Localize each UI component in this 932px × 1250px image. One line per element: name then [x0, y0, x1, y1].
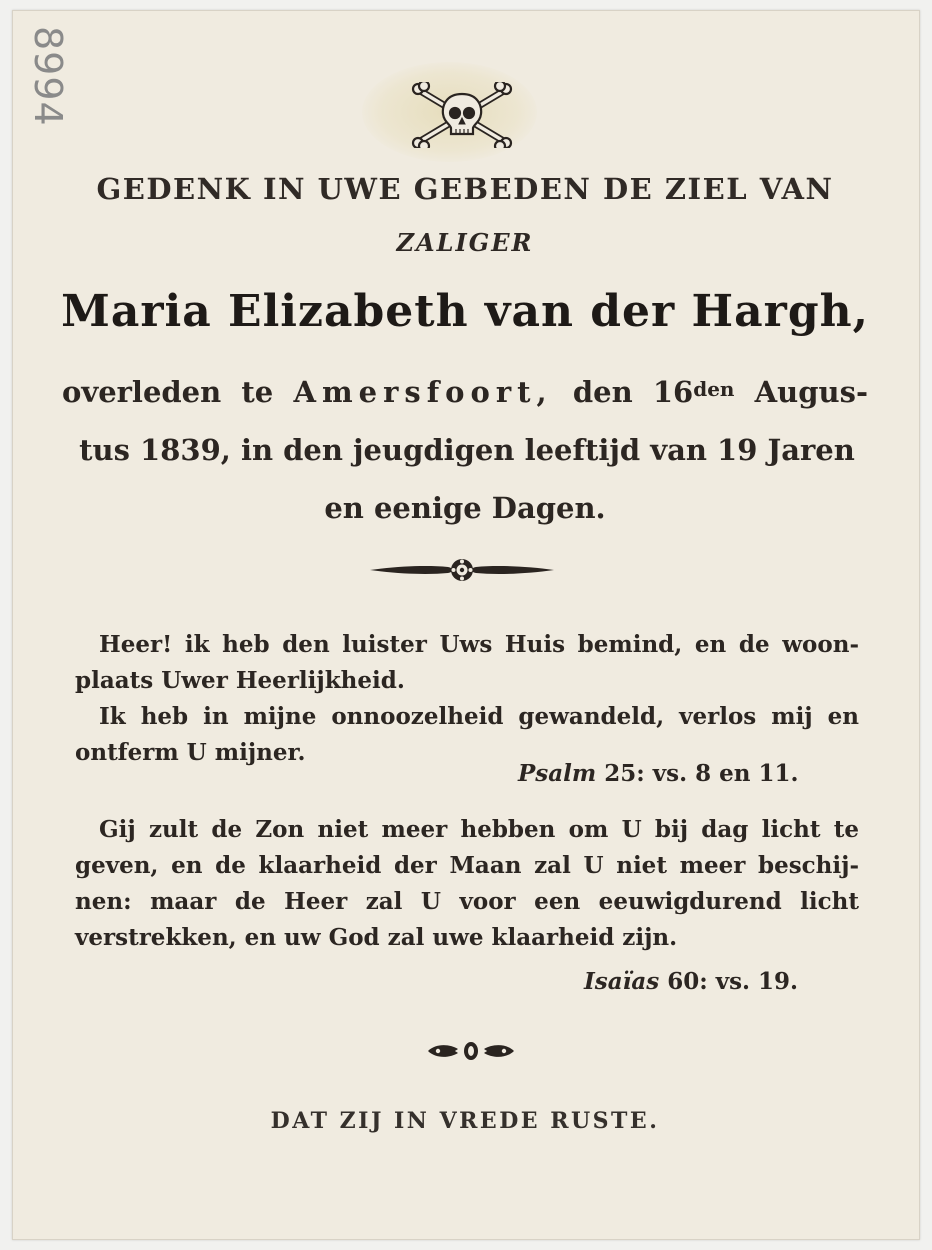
death-text-part: overleden te: [62, 375, 274, 409]
prayer-heading: GEDENK IN UWE GEBEDEN DE ZIEL VAN: [96, 172, 834, 206]
death-date: den 16: [572, 375, 694, 409]
handwritten-catalog-number: 8994: [26, 26, 70, 127]
death-place: Amersfoort,: [293, 375, 553, 409]
death-notice-line-3: en eenige Dagen.: [324, 491, 606, 525]
psalm-line-3: Ik heb in mijne onnoozelheid gewandeld, verlos mij en: [99, 703, 859, 730]
isaiah-verse: [75, 812, 859, 956]
deceased-name: Maria Elizabeth van der Hargh,: [61, 286, 869, 337]
psalm-line-4: ontferm U mijner.: [75, 739, 306, 766]
small-ornament-icon: [426, 1040, 516, 1062]
closing-line: DAT ZIJ IN VREDE RUSTE.: [270, 1108, 660, 1134]
psalm-book: Psalm: [518, 760, 597, 787]
isaiah-line-2: geven, en de klaarheid der Maan zal U niet meer beschij-: [75, 852, 859, 879]
isaiah-reference: [584, 968, 798, 995]
death-notice: [62, 360, 868, 537]
death-notice-line-1: [62, 360, 868, 421]
psalm-verse: [75, 627, 859, 771]
death-month: Augus-: [754, 375, 868, 409]
isaiah-line-1: Gij zult de Zon niet meer hebben om U bij dag licht te: [99, 816, 859, 843]
subheading: ZALIGER: [396, 228, 534, 257]
psalm-line-1: Heer! ik heb den luister Uws Huis bemind, en de woon-: [99, 631, 859, 658]
psalm-line-2: plaats Uwer Heerlijkheid.: [75, 667, 405, 694]
skull-crossbones-icon: [410, 82, 514, 148]
isaiah-line-3: nen: maar de Heer zal U voor een eeuwigdurend licht: [75, 888, 859, 915]
psalm-verse-numbers: 25: vs. 8 en 11.: [604, 760, 799, 787]
ornament-divider-icon: [368, 556, 556, 584]
death-notice-line-2: tus 1839, in den jeugdigen leeftijd van 19 Jaren: [79, 433, 855, 467]
psalm-reference: [518, 760, 798, 787]
date-suffix: den: [693, 377, 735, 401]
isaiah-verse-numbers: 60: vs. 19.: [667, 968, 799, 995]
isaiah-line-4: verstrekken, en uw God zal uwe klaarheid zijn.: [75, 924, 678, 951]
isaiah-book: Isaïas: [584, 968, 660, 995]
